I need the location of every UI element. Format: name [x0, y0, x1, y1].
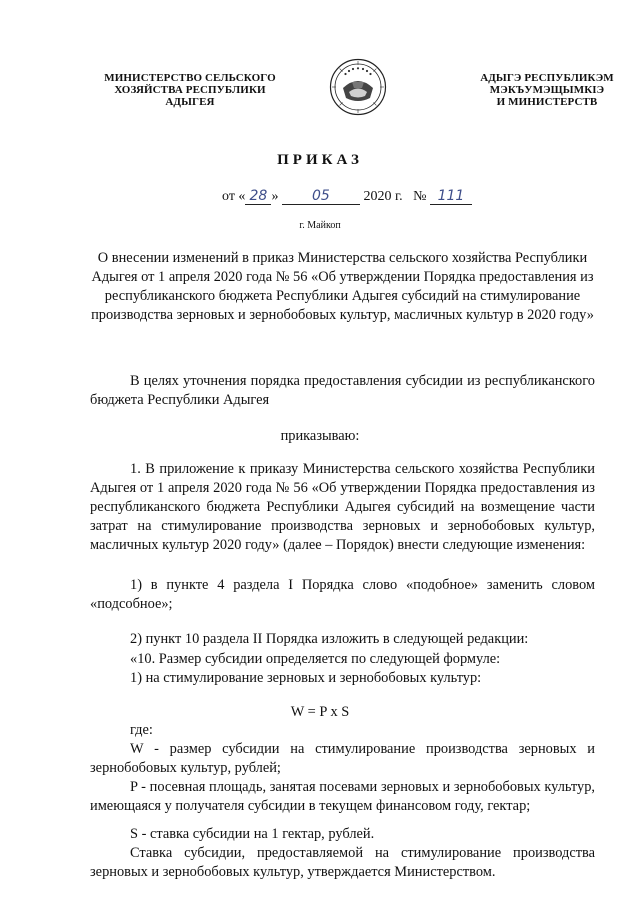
ministry-name-line: И МИНИСТЕРСТВ: [496, 96, 598, 108]
rate-approval-paragraph: Ставка субсидии, предоставляемой на стимулирование производства зерновых и зернобобовых культур, утверждается Министерством.: [90, 845, 595, 880]
document-type-title: ПРИКАЗ: [277, 152, 363, 168]
document-subject-title: О внесении изменений в приказ Министерства сельского хозяйства Республики Адыгея от 1 апреля 2020 года № 56 «Об утверждении Порядка предоставления из республиканского бюджета Республики Адыгея субсидий на стимулирование производства зерновых и зернобобовых культур, масличных культур в 2020 году»: [91, 250, 594, 323]
date-prefix: от «: [222, 189, 246, 204]
order-word: приказываю:: [280, 428, 360, 444]
item-1-1-paragraph: 1) в пункте 4 раздела I Порядка слово «подобное» заменить словом «подсобное»;: [90, 577, 595, 612]
ministry-name-line: МИНИСТЕРСТВО СЕЛЬСКОГО: [104, 72, 276, 84]
number-label: №: [413, 189, 427, 204]
preamble-paragraph: В целях уточнения порядка предоставления субсидии из республиканского бюджета Республики Адыгея: [90, 373, 595, 408]
city-name: г. Майкоп: [299, 220, 341, 231]
date-month: 05: [312, 188, 330, 204]
ministry-name-line: МЭКЪУМЭЩЫМКIЭ: [489, 84, 605, 96]
point-10-paragraph: «10. Размер субсидии определяется по следующей формуле:: [130, 651, 501, 667]
point-10-1-paragraph: 1) на стимулирование зерновых и зернобобовых культур:: [130, 670, 482, 686]
definition-p: P - посевная площадь, занятая посевами зерновых и зернобобовых культур, имеющаяся у получателя субсидии в текущем финансовом году, гектар;: [90, 779, 595, 814]
order-number: 111: [437, 188, 465, 204]
republic-coat-of-arms-icon: [329, 58, 387, 116]
ministry-name-line: АДЫГЭ РЕСПУБЛИКЭМ: [480, 72, 614, 84]
ministry-name-russian: [92, 72, 288, 108]
where-label: где:: [130, 722, 153, 738]
subsidy-formula: W = P x S: [290, 704, 350, 720]
order-date-number: [222, 189, 472, 205]
date-day: 28: [249, 188, 268, 204]
definition-w: W - размер субсидии на стимулирование производства зерновых и зернобобовых культур, рублей;: [90, 741, 595, 776]
item-1-2-paragraph: 2) пункт 10 раздела II Порядка изложить в следующей редакции:: [130, 631, 529, 647]
item-1-paragraph: 1. В приложение к приказу Министерства сельского хозяйства Республики Адыгея от 1 апреля 2020 года № 56 «Об утверждении Порядка предоставления из республиканского бюджета Республики Адыгея субсидий на возмещение части затрат на стимулирование производства зерновых и зернобобовых культур, масличных культур 2020 году» (далее – Порядок) внести следующие изменения:: [90, 461, 595, 553]
definition-s: S - ставка субсидии на 1 гектар, рублей.: [130, 826, 375, 842]
date-year: 2020 г.: [363, 189, 403, 204]
ministry-name-adyghe: [462, 72, 632, 108]
date-mid: »: [271, 189, 279, 204]
ministry-name-line: АДЫГЕЯ: [165, 96, 215, 108]
ministry-name-line: ХОЗЯЙСТВА РЕСПУБЛИКИ: [114, 84, 266, 96]
